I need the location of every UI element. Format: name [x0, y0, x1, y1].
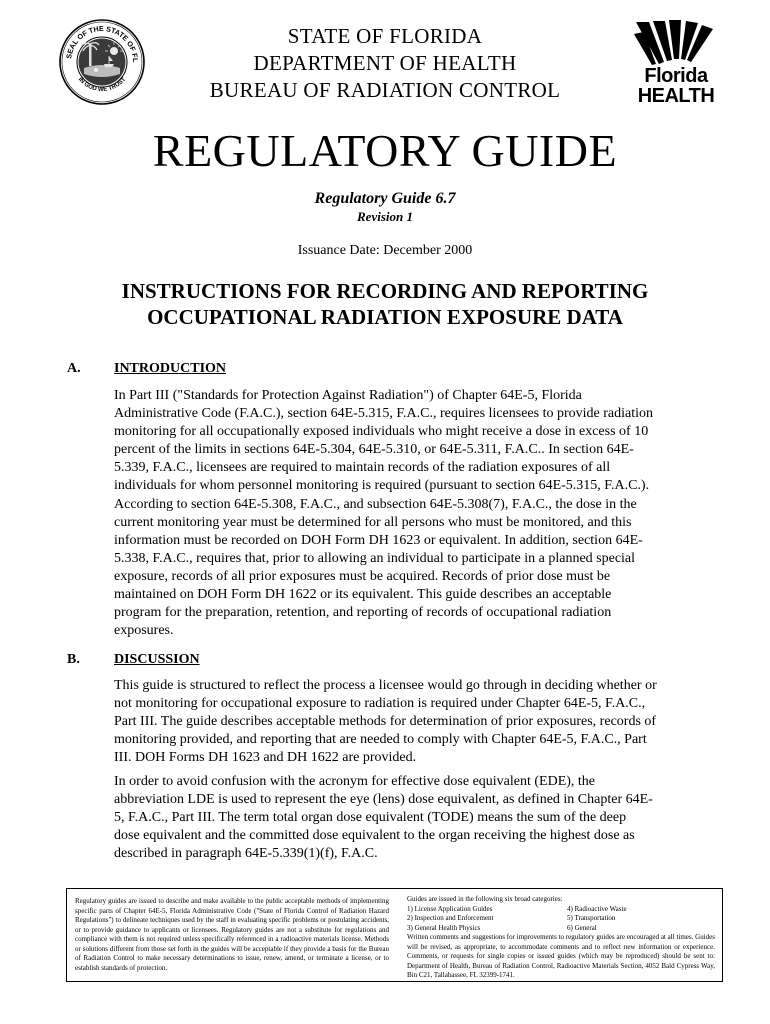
revision-label: Revision 1 — [357, 209, 413, 224]
agency-department: DEPARTMENT OF HEALTH — [253, 51, 517, 75]
page-title: REGULATORY GUIDE — [152, 125, 618, 176]
footer-disclaimer: Regulatory guides are issued to describe and make available to the public acceptable methods of implementing specific parts of Chapter 64E-5, Florida Administrative Code ("State of Florida Control of Radiation Hazard Regulations") to delineate techniques used by the staff in evaluating specific problems or postulating accidents, or to provide guidance to applicants or licensees. Regulatory guides are not a substitute for regulations and compliance with them is not required unless specifically referenced in a radioactive materials license. Methods or solutions different from those set forth in the guides will be acceptable if they provide a basis for the Bureau of Radiation Control to make necessary determinations to issue, renew, amend, or terminate a license, or to establish standards of protection. — [75, 897, 389, 972]
text-line: percent of the limits in sections 64E-5.304, 64E-5.310, or 64E-5.311, F.A.C.. In section 64E- — [114, 442, 634, 458]
text-line: maintained on DOH Form DH 1622 or its equivalent. This guide describes an acceptable — [114, 587, 612, 603]
text-line: current monitoring year must be determined for all persons who must be monitored, and this — [114, 514, 632, 530]
footer-category-item: 5) Transportation — [567, 914, 616, 922]
footer-notice-box — [66, 888, 723, 982]
text-line: 5.338, F.A.C., requires that, prior to allowing an individual to participate in a planned special — [114, 550, 636, 566]
document-title-line: INSTRUCTIONS FOR RECORDING AND REPORTING — [121, 279, 649, 303]
document-title — [0, 278, 770, 330]
section-b-paragraph-1 — [114, 677, 706, 767]
text-line: individuals for whom personnel monitoring is required (pursuant to section 64E-5.315, F.A.C.). — [114, 478, 650, 494]
footer-comments-notice: Written comments and suggestions for improvements to regulatory guides are encouraged at all times. Guides will be revised, as appropriate, to accommodate comments and to reflect new information or experience. Comments, or requests for single copies or issued guides (which may be reproduced) should be sent to: Department of Health, Bureau of Radiation Control, Radioactive Materials Section, 4052 Bald Cypress Way, Bin C21, Tallahassee, FL 32399-1741. — [407, 933, 715, 979]
seal-top-text: SEAL OF THE STATE OF FL — [64, 23, 141, 63]
footer-category-item: 3) General Health Physics — [407, 923, 481, 932]
text-line: described in paragraph 64E-5.339(1)(f), F.A.C. — [114, 846, 378, 862]
agency-state: STATE OF FLORIDA — [287, 24, 483, 48]
document-title-line: OCCUPATIONAL RADIATION EXPOSURE DATA — [147, 305, 623, 329]
guide-number: Regulatory Guide 6.7 — [314, 190, 456, 207]
footer-category-item: 1) License Application Guides — [407, 904, 493, 913]
text-line: not monitoring for occupational exposure to radiation is required under Chapter 64E-5, F.A.C., — [114, 696, 646, 712]
text-line: 5, F.A.C., Part III. The term total organ dose equivalent (TODE) means the sum of the deep — [114, 810, 627, 826]
text-line: In order to avoid confusion with the acronym for effective dose equivalent (EDE), the — [114, 774, 596, 789]
text-line: abbreviation LDE is used to represent the eye (lens) dose equivalent, as defined in Chapter 64E- — [114, 792, 653, 808]
footer-category-item: 6) General — [567, 923, 597, 932]
footer-categories-intro: Guides are issued in the following six broad categories: — [407, 895, 563, 903]
text-line: monitoring provided, and reporting that are needed to comply with Chapter 64E-5, F.A.C., Part — [114, 732, 647, 748]
text-line: 5.339, F.A.C., licensees are required to maintain records of the radiation exposures of all — [114, 460, 611, 476]
section-a-letter: A. — [67, 361, 81, 376]
text-line: According to section 64E-5.308, F.A.C., and subsection 64E-5.308(7), F.A.C., the dose in the — [114, 496, 637, 512]
text-line: III. DOH Forms DH 1623 and DH 1622 are provided. — [114, 750, 417, 766]
text-line: information must be recorded on DOH Form DH 1623 or equivalent. In addition, section 64E- — [114, 532, 643, 548]
seal-motto: IN GOD WE TRUST — [76, 76, 128, 94]
text-line: dose equivalent and the committed dose equivalent to the organ receiving the highest dose as — [114, 828, 635, 844]
agency-bureau: BUREAU OF RADIATION CONTROL — [209, 78, 561, 102]
issuance-date: Issuance Date: December 2000 — [297, 243, 473, 258]
logo-text-florida: Florida — [644, 65, 708, 87]
text-line: Part III. The guide describes acceptable methods for determination of prior exposures, records of — [114, 714, 657, 730]
footer-categories — [407, 905, 715, 934]
text-line: exposures. — [114, 623, 174, 639]
florida-health-logo — [634, 20, 718, 106]
text-line: Administrative Code (F.A.C.), section 64E-5.315, F.A.C., requires licensees to provide radiation — [114, 406, 653, 422]
text-line: This guide is structured to reflect the process a licensee would go through in deciding whether or — [114, 678, 657, 693]
text-line: program for the preparation, retention, and reporting of records of occupational radiation — [114, 605, 612, 621]
section-b-heading: DISCUSSION — [114, 652, 200, 667]
text-line: exposure, records of all prior exposures must be acquired. Records of prior dose must be — [114, 568, 611, 584]
footer-category-item: 4) Radioactive Waste — [567, 904, 627, 913]
section-b-paragraph-2 — [114, 773, 706, 863]
section-b-letter: B. — [67, 652, 80, 667]
text-line: In Part III ("Standards for Protection Against Radiation") of Chapter 64E-5, Florida — [114, 388, 582, 403]
footer-info — [407, 895, 715, 981]
section-a-heading: INTRODUCTION — [114, 361, 227, 376]
text-line: monitoring for all occupationally exposed individuals who might receive a dose in excess of 10 — [114, 424, 649, 440]
logo-text-health: HEALTH — [637, 85, 715, 107]
footer-category-item: 2) Inspection and Enforcement — [407, 914, 494, 922]
section-a-paragraph — [114, 387, 706, 640]
sunburst-icon — [634, 20, 718, 66]
